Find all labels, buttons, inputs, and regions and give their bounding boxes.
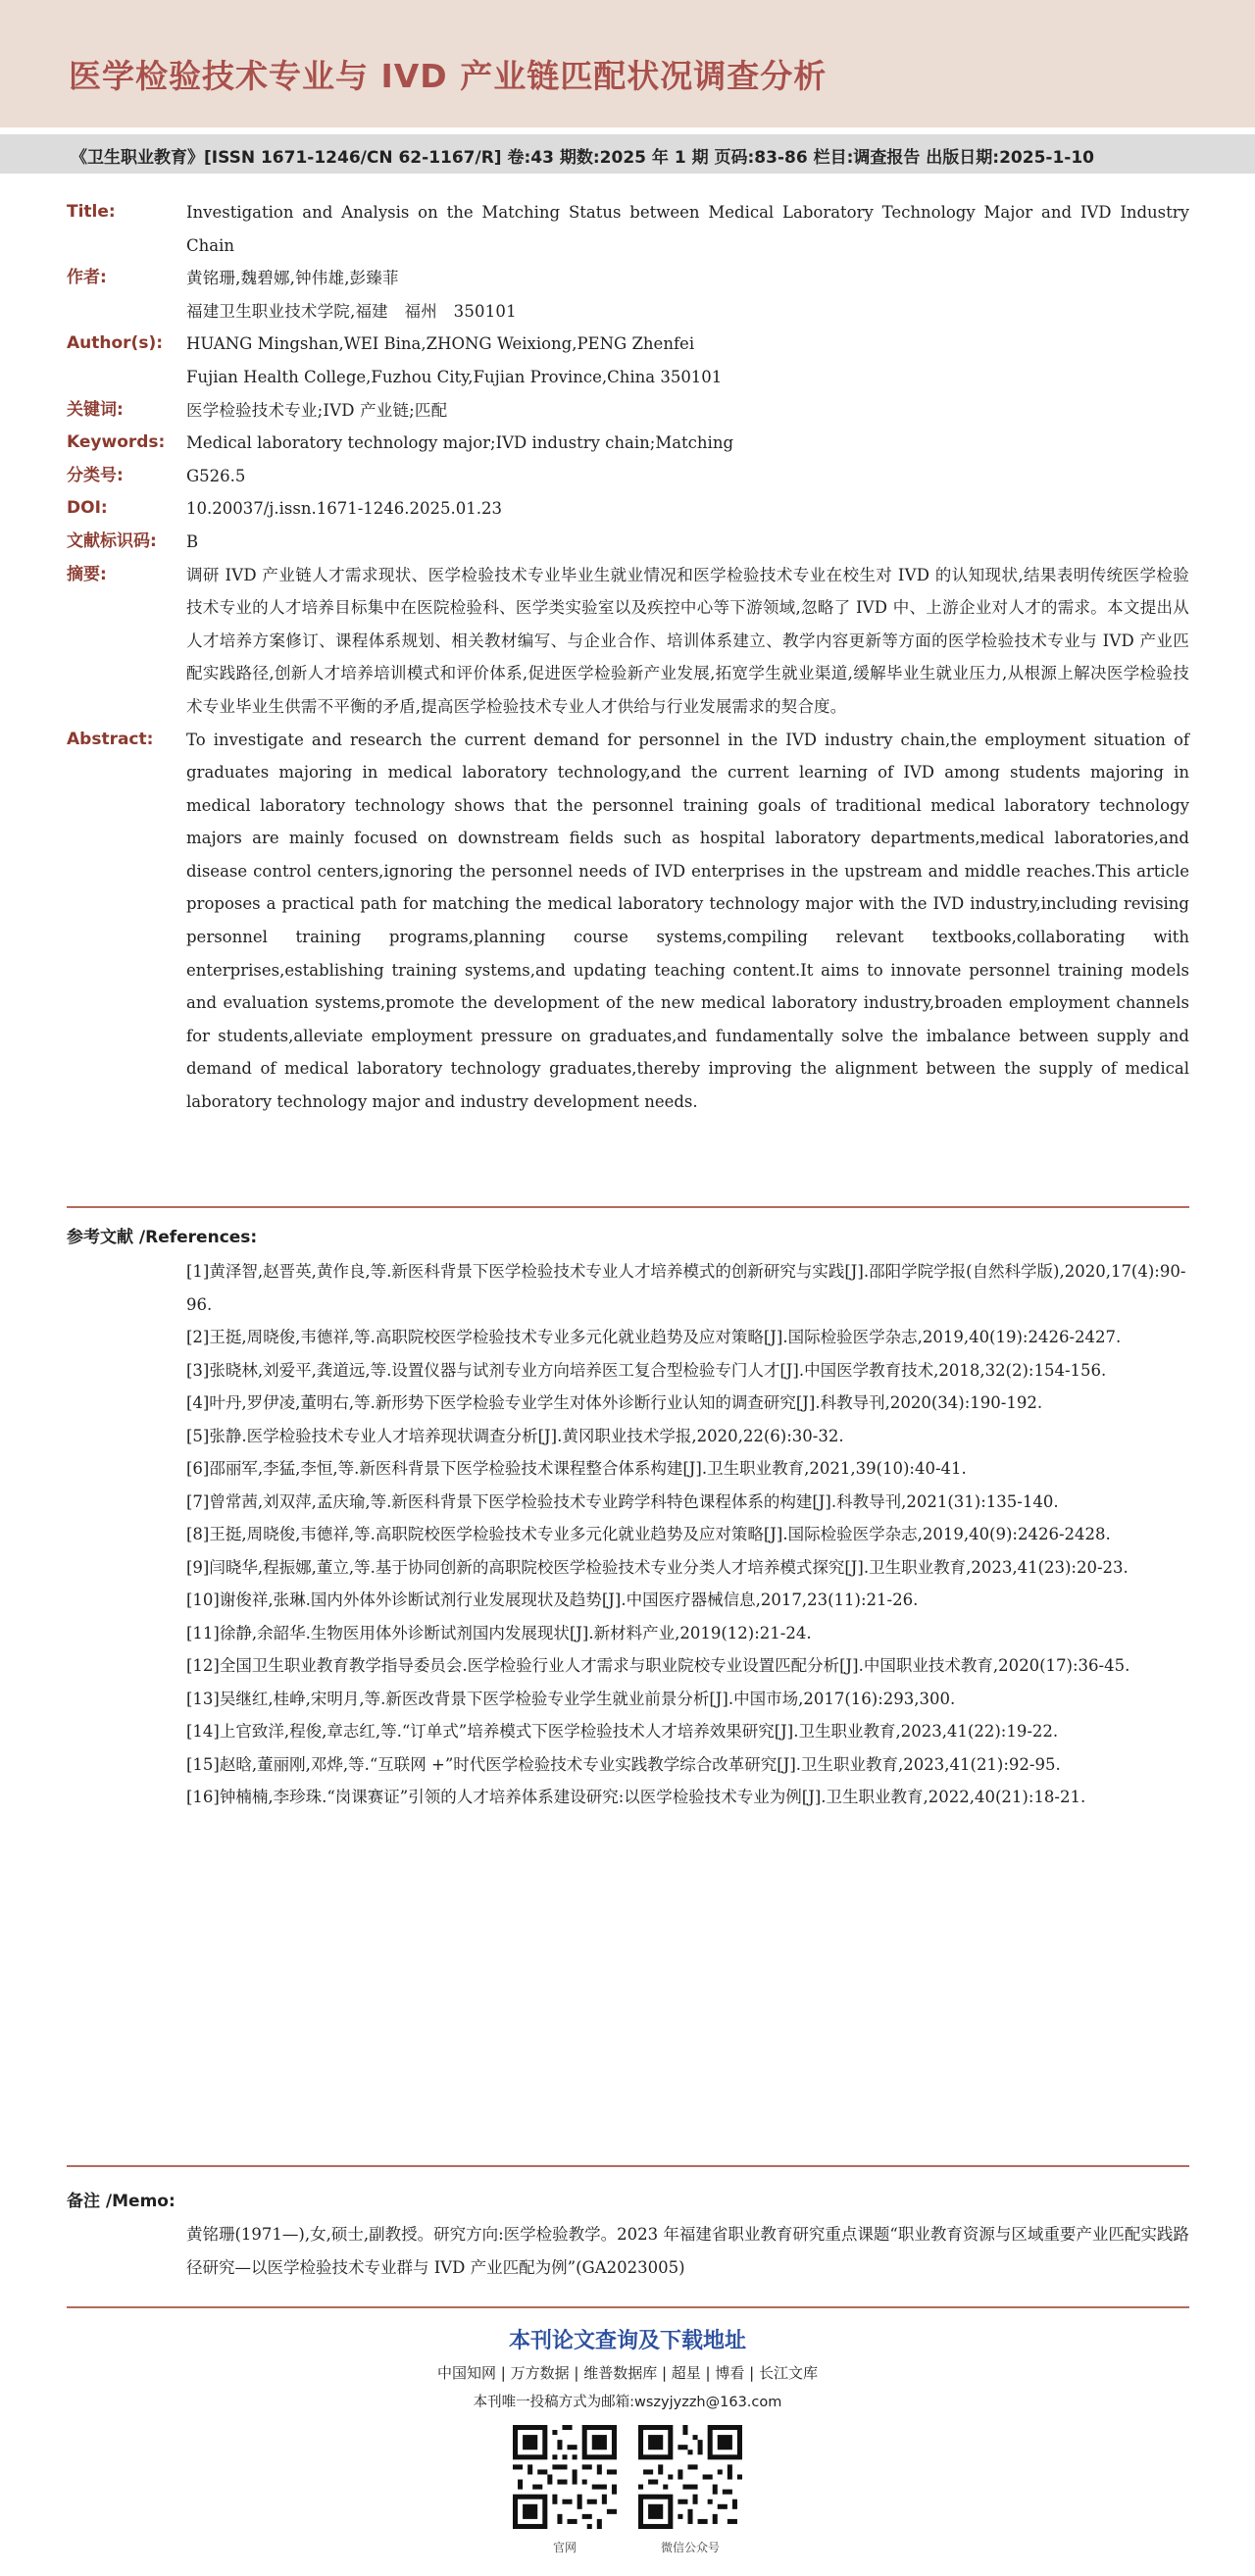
- keywords-cn-value: 医学检验技术专业;IVD 产业链;匹配: [186, 400, 448, 420]
- title-row: [67, 196, 1189, 262]
- reference-item: [14]上官致洋,程俊,章志红,等.“订单式”培养模式下医学检验技术人才培养效果研究[J].卫生职业教育,2023,41(22):19-22.: [186, 1722, 1059, 1741]
- references-list: [186, 1255, 1189, 1814]
- footer-databases: 中国知网 | 万方数据 | 维普数据库 | 超星 | 博看 | 长江文库: [437, 2364, 818, 2382]
- footer-title: 本刊论文查询及下载地址: [508, 2329, 746, 2353]
- journal-info-bar: [0, 134, 1255, 174]
- authors-cn-row: [67, 262, 1189, 328]
- class-value: G526.5: [186, 466, 246, 485]
- doccode-label: 文献标识码:: [67, 530, 157, 551]
- article-metadata: [67, 196, 1189, 1119]
- reference-item: [16]钟楠楠,李珍珠.“岗课赛证”引领的人才培养体系建设研究:以医学检验技术专业为例[J].卫生职业教育,2022,40(21):18-21.: [186, 1788, 1086, 1806]
- reference-item: [12]全国卫生职业教育教学指导委员会.医学检验行业人才需求与职业院校专业设置匹配分析[J].中国职业技术教育,2020(17):36-45.: [186, 1656, 1130, 1675]
- authors-cn-value: 黄铭珊,魏碧娜,钟伟雄,彭臻菲: [186, 269, 399, 288]
- article-header: [0, 0, 1255, 127]
- qr-wechat[interactable]: [638, 2425, 742, 2555]
- section-divider: [67, 2165, 1189, 2167]
- reference-item: [9]闫晓华,程振娜,董立,等.基于协同创新的高职院校医学检验技术专业分类人才培养模式探究[J].卫生职业教育,2023,41(23):20-23.: [186, 1557, 1129, 1577]
- reference-item: [3]张晓林,刘爱平,龚道远,等.设置仪器与试剂专业方向培养医工复合型检验专门人才[J].中国医学教育技术,2018,32(2):154-156.: [186, 1360, 1107, 1380]
- authors-en-row: [67, 328, 1189, 393]
- reference-item: [8]王挺,周晓俊,韦德祥,等.高职院校医学检验技术专业多元化就业趋势及应对策略[J].国际检验医学杂志,2019,40(9):2426-2428.: [186, 1525, 1111, 1543]
- class-label: 分类号:: [67, 465, 124, 485]
- qr-wechat-caption: 微信公众号: [660, 2541, 720, 2554]
- memo-text: 黄铭珊(1971—),女,硕士,副教授。研究方向:医学检验教学。2023 年福建省职业教育研究重点课题“职业教育资源与区域重要产业匹配实践路径研究—以医学检验技术专业群与 IVD 产业匹配为例”(GA2023005): [186, 2225, 1189, 2277]
- reference-item: [1]黄泽智,赵晋英,黄作良,等.新医科背景下医学检验技术专业人才培养模式的创新研究与实践[J].邵阳学院学报(自然科学版),2020,17(4):90-96.: [186, 1262, 1186, 1314]
- title-label: Title:: [67, 202, 116, 222]
- authors-en-value: HUANG Mingshan,WEI Bina,ZHONG Weixiong,PENG Zhenfei: [186, 334, 695, 354]
- doi-value[interactable]: 10.20037/j.issn.1671-1246.2025.01.23: [186, 499, 503, 519]
- abstract-cn-label: 摘要:: [67, 564, 107, 584]
- footer: [0, 2324, 1255, 2555]
- reference-item: [13]吴继红,桂峥,宋明月,等.新医改背景下医学检验专业学生就业前景分析[J].中国市场,2017(16):293,300.: [186, 1689, 956, 1708]
- class-row: [67, 460, 1189, 493]
- title-value: Investigation and Analysis on the Matching Status between Medical Laboratory Technology Major and IVD Industry Chain: [186, 203, 1189, 255]
- abstract-en-label: Abstract:: [67, 729, 154, 749]
- memo-heading: 备注 /Memo:: [67, 2192, 176, 2211]
- doccode-row: [67, 526, 1189, 559]
- qr-website[interactable]: [513, 2425, 617, 2555]
- abstract-cn-row: [67, 559, 1189, 724]
- section-divider: [67, 1206, 1189, 1208]
- references-heading: 参考文献 /References:: [67, 1228, 258, 1247]
- qr-codes: [0, 2425, 1255, 2555]
- affiliation-cn-value: 福建卫生职业技术学院,福建 福州 350101: [186, 301, 517, 321]
- article-title: 医学检验技术专业与 IVD 产业链匹配状况调查分析: [69, 57, 828, 95]
- doi-label: DOI:: [67, 498, 108, 519]
- qr-code-icon: [513, 2425, 617, 2529]
- authors-cn-label: 作者:: [67, 268, 107, 288]
- footer-email[interactable]: 本刊唯一投稿方式为邮箱:wszyjyzzh@163.com: [473, 2395, 782, 2410]
- reference-item: [6]邵丽军,李猛,李恒,等.新医科背景下医学检验技术课程整合体系构建[J].卫生职业教育,2021,39(10):40-41.: [186, 1459, 967, 1478]
- reference-item: [15]赵晗,董丽刚,邓烨,等.“互联网 +”时代医学检验技术专业实践教学综合改革研究[J].卫生职业教育,2023,41(21):92-95.: [186, 1754, 1061, 1774]
- journal-info-text: 《卫生职业教育》[ISSN 1671-1246/CN 62-1167/R] 卷:43 期数:2025 年 1 期 页码:83-86 栏目:调查报告 出版日期:2025-1-10: [71, 148, 1094, 168]
- authors-en-label: Author(s):: [67, 333, 164, 354]
- abstract-en-value: To investigate and research the current demand for personnel in the IVD industry chain,the employment situation of graduates majoring in medical laboratory technology,and the current learning of IVD among students majoring in medical laboratory technology shows that the personnel training goals of traditional medical laboratory technology majors are mainly focused on downstream fields such as hospital laboratory departments,medical laboratories,and disease control centers,ignoring the personnel needs of IVD enterprises in the upstream and middle reaches.This article proposes a practical path for matching the medical laboratory technology major with the IVD industry,including revising personnel training programs,planning course systems,compiling relevant textbooks,collaborating with enterprises,establishing training systems,and updating teaching content.It aims to innovate personnel training models and evaluation systems,promote the development of the new medical laboratory industry,broaden employment channels for students,alleviate employment pressure on graduates,and fundamentally solve the imbalance between supply and demand of medical laboratory technology graduates,thereby improving the alignment between the supply of medical laboratory technology major and industry development needs.: [186, 730, 1189, 1112]
- reference-item: [2]王挺,周晓俊,韦德祥,等.高职院校医学检验技术专业多元化就业趋势及应对策略[J].国际检验医学杂志,2019,40(19):2426-2427.: [186, 1328, 1122, 1346]
- keywords-en-row: [67, 427, 1189, 460]
- doccode-value: B: [186, 531, 199, 551]
- section-divider: [67, 2306, 1189, 2308]
- keywords-en-value: Medical laboratory technology major;IVD industry chain;Matching: [186, 433, 734, 453]
- reference-item: [10]谢俊祥,张琳.国内外体外诊断试剂行业发展现状及趋势[J].中国医疗器械信息,2017,23(11):21-26.: [186, 1591, 919, 1609]
- reference-item: [7]曾常茜,刘双萍,孟庆瑜,等.新医科背景下医学检验技术专业跨学科特色课程体系的构建[J].科教导刊,2021(31):135-140.: [186, 1491, 1059, 1511]
- reference-item: [4]叶丹,罗伊凌,董明右,等.新形势下医学检验专业学生对体外诊断行业认知的调查研究[J].科教导刊,2020(34):190-192.: [186, 1393, 1043, 1412]
- keywords-en-label: Keywords:: [67, 432, 166, 453]
- qr-website-caption: 官网: [552, 2541, 577, 2554]
- keywords-cn-row: [67, 394, 1189, 428]
- reference-item: [11]徐静,余韶华.生物医用体外诊断试剂国内发展现状[J].新材料产业,2019(12):21-24.: [186, 1623, 812, 1642]
- abstract-cn-value: 调研 IVD 产业链人才需求现状、医学检验技术专业毕业生就业情况和医学检验技术专业在校生对 IVD 的认知现状,结果表明传统医学检验技术专业的人才培养目标集中在医院检验科、医学类实验室以及疾控中心等下游领域,忽略了 IVD 中、上游企业对人才的需求。本文提出从人才培养方案修订、课程体系规划、相关教材编写、与企业合作、培训体系建立、教学内容更新等方面的医学检验技术专业与 IVD 产业匹配实践路径,创新人才培养培训模式和评价体系,促进医学检验新产业发展,拓宽学生就业渠道,缓解毕业生就业压力,从根源上解决医学检验技术专业毕业生供需不平衡的矛盾,提高医学检验技术专业人才供给与行业发展需求的契合度。: [186, 565, 1189, 716]
- keywords-cn-label: 关键词:: [67, 399, 124, 420]
- abstract-en-row: [67, 724, 1189, 1119]
- doi-row: [67, 492, 1189, 526]
- reference-item: [5]张静.医学检验技术专业人才培养现状调查分析[J].黄冈职业技术学报,2020,22(6):30-32.: [186, 1426, 844, 1445]
- qr-code-icon: [638, 2425, 742, 2529]
- affiliation-en-value: Fujian Health College,Fuzhou City,Fujian Province,China 350101: [186, 367, 723, 386]
